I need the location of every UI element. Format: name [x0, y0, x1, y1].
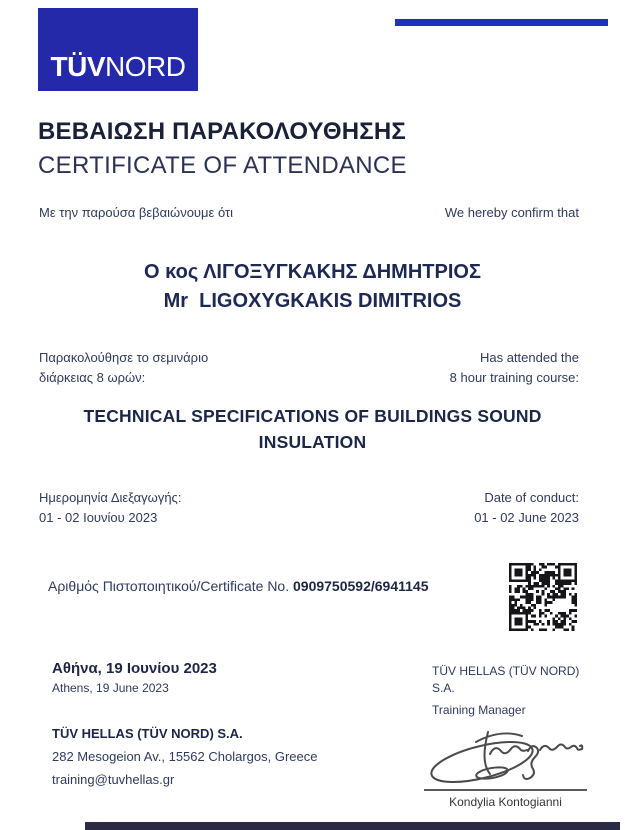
- course-title-line2: INSULATION: [258, 432, 367, 452]
- confirm-greek: Με την παρούσα βεβαιώνουμε ότι: [39, 205, 234, 220]
- conduct-english: [474, 488, 579, 528]
- header-accent-bar: [395, 19, 608, 26]
- issue-date-block: [52, 660, 217, 695]
- course-title: [0, 403, 625, 455]
- signature-line: [424, 789, 587, 791]
- issuer-email: training@tuvhellas.gr: [52, 772, 175, 787]
- conduct-date-row: [39, 488, 579, 528]
- certificate-number-label: Αριθμός Πιστοποιητικού/Certificate No.: [48, 578, 293, 594]
- issuer-block: [52, 722, 317, 791]
- logo-nord-text: NORD: [105, 51, 186, 82]
- attended-english-line1: Has attended the: [479, 350, 579, 365]
- certificate-number-value: 0909750592/6941145: [293, 578, 429, 594]
- issue-date-english: Athens, 19 June 2023: [52, 681, 169, 695]
- attended-english-line2: 8 hour training course:: [449, 370, 579, 385]
- attended-english: [450, 348, 579, 388]
- title-greek: ΒΕΒΑΙΩΣΗ ΠΑΡΑΚΟΛΟΥΘΗΣΗΣ: [38, 118, 406, 145]
- conduct-greek-label: Ημερομηνία Διεξαγωγής:: [39, 490, 182, 505]
- attended-greek-line2: διάρκειας 8 ωρών:: [39, 370, 146, 385]
- issuer-name: TÜV HELLAS (TÜV NORD) S.A.: [52, 726, 243, 741]
- confirm-row: [39, 203, 579, 223]
- signatory-block: [432, 663, 587, 719]
- signatory-role: Training Manager: [432, 703, 526, 717]
- logo-tuv-text: TÜV: [50, 51, 106, 82]
- issuer-address: 282 Mesogeion Av., 15562 Cholargos, Greece: [52, 749, 318, 764]
- tuv-nord-logo: [38, 8, 198, 91]
- conduct-english-date: 01 - 02 June 2023: [474, 510, 579, 525]
- course-title-line1: TECHNICAL SPECIFICATIONS OF BUILDINGS SOUND: [83, 406, 542, 426]
- attended-row: [39, 348, 579, 388]
- signatory-org: TÜV HELLAS (TÜV NORD) S.A.: [432, 664, 580, 695]
- signature-handwriting: [424, 720, 590, 786]
- attendee-name-block: [0, 258, 625, 316]
- certificate-number-line: [48, 578, 428, 594]
- issue-date-greek: Αθήνα, 19 Ιουνίου 2023: [52, 660, 217, 677]
- attended-greek: [39, 348, 208, 388]
- conduct-english-label: Date of conduct:: [484, 490, 579, 505]
- tuv-nord-logo-text: [51, 53, 186, 81]
- conduct-greek-date: 01 - 02 Ιουνίου 2023: [39, 510, 158, 525]
- footer-accent-bar: [85, 822, 620, 830]
- attendee-name-greek: Ο κος ΛΙΓΟΞΥΓΚΑΚΗΣ ΔΗΜΗΤΡΙΟΣ: [144, 261, 481, 283]
- title-block: [38, 118, 407, 180]
- title-english: CERTIFICATE OF ATTENDANCE: [38, 152, 407, 179]
- conduct-greek: [39, 488, 181, 528]
- signatory-name: Kondylia Kontogianni: [449, 795, 562, 809]
- attendee-name-english: Mr LIGOXYGKAKIS DIMITRIOS: [163, 290, 462, 312]
- qr-code: [509, 563, 577, 631]
- confirm-english: We hereby confirm that: [444, 205, 579, 220]
- attended-greek-line1: Παρακολούθησε το σεμινάριο: [39, 350, 209, 365]
